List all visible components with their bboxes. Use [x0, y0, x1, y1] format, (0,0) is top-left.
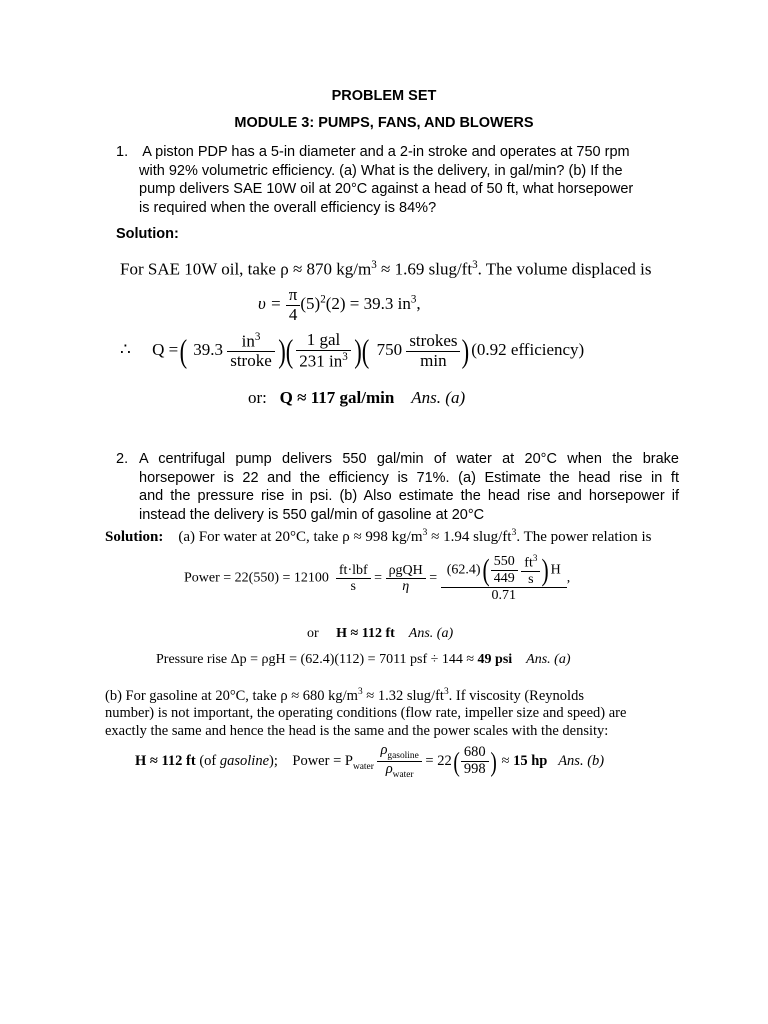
text: . The volume displaced is	[477, 259, 652, 279]
problem-line: and the pressure rise in psi. (b) Also estimate the head rise and horsepower if	[139, 488, 679, 504]
text: 680	[461, 745, 489, 762]
problem-line: with 92% volumetric efficiency. (a) What is the delivery, in gal/min? (b) If the	[139, 162, 623, 179]
text: 449	[493, 570, 515, 586]
text: 3	[532, 553, 538, 563]
text: 3	[443, 687, 449, 697]
flow-equation: ∴ Q =( 39.3 $\frac{in^3}{\text{stroke}}$ )( $\frac{\text{1 gal}}{231 in^3}$ )( 750 $\frac{\text{strokes}}{\min}$ )(0.92 efficiency)	[120, 330, 585, 371]
text: ,	[416, 294, 421, 314]
power-equation	[184, 553, 570, 604]
text: in	[241, 331, 255, 351]
text: . If viscosity (Reynolds	[448, 687, 584, 704]
text: min	[420, 350, 447, 370]
text: ≈	[501, 753, 514, 770]
fraction	[521, 553, 540, 587]
text: =	[429, 570, 438, 586]
text: 998	[463, 761, 486, 778]
text: 3	[342, 350, 348, 363]
problem-line: A piston PDP has a 5-in diameter and a 2-in stroke and operates at 750 rpm	[139, 144, 630, 160]
fraction	[406, 332, 460, 370]
text: s	[350, 578, 356, 594]
text: ∴	[120, 339, 131, 359]
text: Q =	[152, 339, 179, 359]
problem-2-text	[139, 450, 679, 524]
problem-number: 1.	[116, 144, 129, 160]
text: 3	[357, 687, 363, 697]
text: 3	[472, 259, 478, 271]
text: H ≈ 112 ft	[135, 753, 196, 770]
text: 2	[320, 293, 326, 306]
text: Solution:	[105, 529, 164, 545]
text: 4	[288, 304, 298, 324]
module-subtitle: MODULE 3: PUMPS, FANS, AND BLOWERS	[234, 115, 534, 131]
text: = 22	[425, 753, 452, 770]
text-line: number) is not important, the operating conditions (flow rate, impeller size and speed) are	[105, 705, 627, 722]
fraction	[386, 563, 426, 595]
text: 231 in	[299, 351, 343, 371]
volume-equation	[258, 286, 421, 324]
fraction	[336, 563, 371, 595]
text: Ans. (a)	[411, 388, 466, 407]
fraction	[377, 743, 421, 781]
text: Power = P	[292, 753, 353, 770]
fraction	[286, 286, 301, 324]
text: strokes	[406, 332, 460, 352]
problem-line: A centrifugal pump delivers 550 gal/min of water at 20°C when the brake	[139, 451, 679, 467]
text: ,	[566, 570, 571, 586]
text: ρ	[380, 742, 388, 758]
text: 49 psi	[477, 652, 513, 667]
solution-label: Solution:	[116, 226, 179, 242]
text: 0.71	[491, 588, 516, 604]
fraction	[461, 745, 489, 778]
text: ρ	[385, 761, 393, 778]
text: (62.4)	[446, 562, 481, 578]
text: Ans. (b)	[558, 753, 605, 770]
text: 3	[422, 527, 428, 538]
text: (2) = 39.3 in	[325, 294, 411, 314]
text-line: exactly the same and hence the head is the same and the power scales with the density:	[105, 722, 609, 739]
gasoline-paragraph	[105, 684, 626, 740]
text: For SAE 10W oil, take ρ ≈ 870 kg/m	[120, 259, 372, 279]
text-line	[105, 684, 626, 705]
text: 3	[410, 293, 417, 306]
solution-1-intro	[120, 259, 652, 280]
text: ≈ 1.32 slug/ft	[362, 687, 444, 704]
text: (0.92 efficiency)	[471, 339, 585, 359]
text: η	[402, 578, 410, 594]
text: Ans. (a)	[526, 652, 571, 667]
text: water	[392, 770, 414, 781]
text: 3	[511, 527, 517, 538]
text: ≈ 1.69 slug/ft	[376, 259, 473, 279]
solution-2-intro	[105, 527, 651, 546]
text: π	[286, 286, 301, 306]
problem-line: horsepower is 22 and the efficiency is 71%. (a) Estimate the head rise in ft	[139, 469, 679, 486]
problem-number: 2.	[116, 451, 129, 467]
text: 39.3	[193, 339, 223, 359]
problem-line: instead the delivery is 550 gal/min of gasoline at 20°C	[139, 506, 485, 523]
final-answer: H ≈ 112 ft (of gasoline); Power = $P_{water}$ $\frac{\rho_{gasoline}}{\rho_{water}}$ = 22( $\frac{680}{998}$ ) ≈ 15 hp Ans. (b)	[135, 742, 605, 781]
text: s	[528, 572, 534, 588]
text: 3	[254, 331, 261, 343]
text: ft	[524, 555, 533, 571]
text: H	[550, 562, 561, 578]
pressure-answer	[156, 652, 570, 668]
head-answer	[307, 626, 453, 642]
text: Ans. (a)	[408, 626, 454, 641]
text: water	[352, 761, 374, 772]
text: ft·lbf	[336, 563, 371, 579]
text: ρgQH	[386, 563, 426, 579]
fraction: (62.4)( $\frac{550}{449}$ $\frac{ft^3}{s}$ ) H 0.71	[441, 553, 567, 604]
problem-1-text	[139, 143, 633, 217]
text: (a) For water at 20°C, take ρ ≈ 998 kg/m	[178, 529, 423, 545]
text: gasoline	[387, 750, 419, 761]
text: (5)	[300, 294, 321, 314]
text: Pressure rise Δp = ρgH = (62.4)(112) = 7011 psf ÷ 144 ≈	[156, 652, 478, 667]
text: or:	[248, 388, 267, 407]
problem-line: pump delivers SAE 10W oil at 20°C against a head of 50 ft, what horsepower	[139, 181, 634, 197]
text: ≈ 1.94 slug/ft	[427, 529, 512, 545]
text: (b) For gasoline at 20°C, take ρ ≈ 680 kg/m	[105, 687, 358, 704]
fraction	[227, 331, 275, 371]
text: );	[269, 753, 278, 770]
answer-1	[248, 388, 465, 408]
fraction	[491, 554, 518, 586]
text: 3	[371, 259, 377, 271]
page-title: PROBLEM SET	[331, 88, 437, 104]
text: 1 gal	[296, 331, 351, 351]
problem-line: is required when the overall efficiency is 84%?	[139, 199, 437, 216]
text: (of	[195, 753, 220, 770]
text: or	[307, 626, 319, 641]
text: Q ≈ 117 gal/min	[279, 388, 395, 407]
text: =	[374, 570, 383, 586]
text: stroke	[230, 351, 272, 371]
text: . The power relation is	[516, 529, 652, 545]
text: 750	[376, 339, 403, 359]
text: H ≈ 112 ft	[336, 626, 395, 641]
text: υ =	[258, 294, 282, 314]
text: gasoline	[219, 753, 270, 770]
fraction	[296, 331, 351, 371]
text: 15 hp	[513, 753, 548, 770]
text: 550	[491, 554, 518, 570]
text: Power = 22(550) = 12100	[184, 570, 329, 586]
